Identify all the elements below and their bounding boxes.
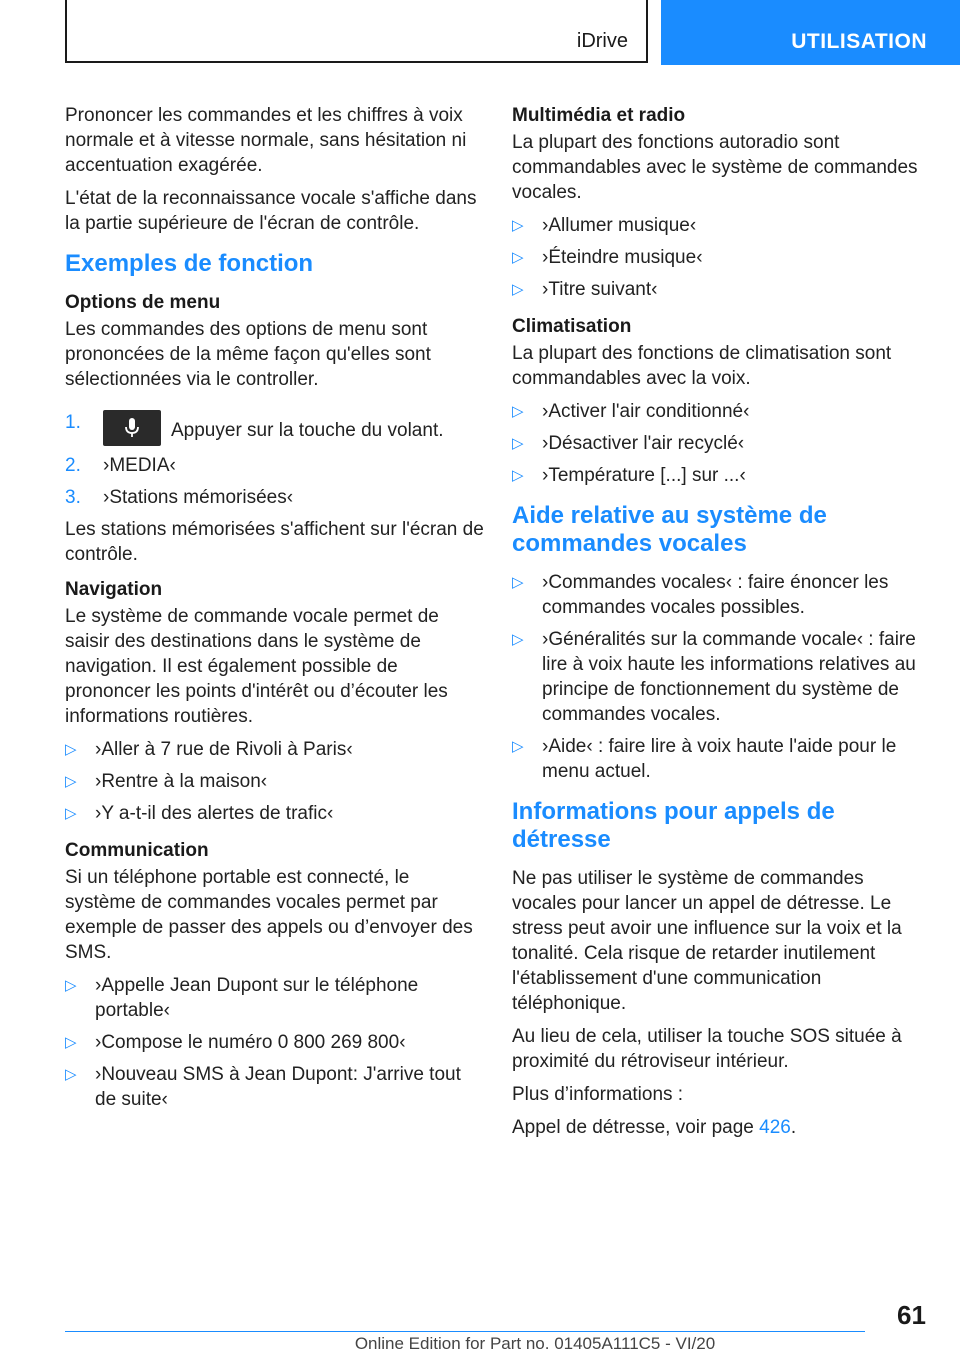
right-column — [512, 103, 920, 1148]
list-item — [65, 1030, 485, 1055]
command-text: ›Titre suivant‹ — [542, 279, 658, 300]
command-text: ›Compose le numéro 0 800 269 800‹ — [95, 1032, 406, 1053]
microphone-icon — [122, 417, 142, 439]
list-item — [65, 453, 485, 478]
intro-paragraph: L'état de la reconnaissance vocale s'affiche dans la partie supérieure de l'écran de contrôle. — [65, 188, 477, 234]
communication-paragraph: Si un téléphone portable est connecté, le système de commandes vocales permet par exemple de passer des appels ou d’envoyer des SMS. — [65, 867, 473, 963]
header-section-box — [65, 0, 648, 63]
menu-paragraph: Les commandes des options de menu sont prononcées de la même façon qu'elles sont sélectionnées via le controller. — [65, 319, 431, 390]
footer-edition: Online Edition for Part no. 01405A111C5 - VI/20 — [354, 1334, 716, 1353]
step-text: ›MEDIA‹ — [103, 455, 176, 476]
triangle-bullet-icon: ▷ — [512, 631, 524, 648]
subheading-menu: Options de menu — [65, 292, 221, 313]
command-text: ›Désactiver l'air recyclé‹ — [542, 433, 745, 454]
triangle-bullet-icon: ▷ — [512, 467, 524, 484]
subheading-climate: Climatisation — [512, 316, 632, 337]
subheading-media: Multimédia et radio — [512, 105, 686, 126]
list-item — [512, 627, 920, 727]
help-examples — [512, 570, 920, 784]
header-chapter-box — [661, 0, 960, 65]
triangle-bullet-icon: ▷ — [65, 977, 77, 994]
list-item — [512, 277, 920, 302]
list-item — [65, 410, 485, 446]
step-number: 1. — [65, 412, 81, 433]
command-text: ›Y a-t-il des alertes de trafic‹ — [95, 803, 334, 824]
triangle-bullet-icon: ▷ — [512, 281, 524, 298]
list-item — [512, 463, 920, 488]
list-item — [65, 801, 485, 826]
triangle-bullet-icon: ▷ — [512, 435, 524, 452]
step-text: ›Stations mémorisées‹ — [103, 487, 294, 508]
command-text: ›Aide‹ : faire lire à voix haute l'aide pour le menu actuel. — [542, 736, 897, 782]
reference-text: Appel de détresse, voir page — [512, 1117, 754, 1138]
list-item — [512, 431, 920, 456]
triangle-bullet-icon: ▷ — [65, 1034, 77, 1051]
command-text: ›Commandes vocales‹ : faire énoncer les commandes vocales possibles. — [542, 572, 889, 618]
command-text: ›Nouveau SMS à Jean Dupont: J'arrive tout de suite‹ — [95, 1064, 461, 1110]
chapter-title: UTILISATION — [791, 30, 927, 53]
page-reference-link[interactable]: 426 — [759, 1117, 791, 1138]
list-item — [65, 973, 485, 1023]
list-item — [65, 1062, 485, 1112]
left-column — [65, 103, 485, 1124]
more-info-label: Plus d’informations : — [512, 1084, 684, 1105]
list-item — [65, 769, 485, 794]
navigation-examples — [65, 737, 485, 826]
section-heading-help: Aide relative au système de commandes vocales — [512, 502, 827, 557]
command-text: ›Généralités sur la commande vocale‹ : faire lire à voix haute les informations relatives au principe de fonctionnement du système de commandes vocales. — [542, 629, 916, 725]
microphone-button-icon — [103, 410, 161, 446]
climate-examples — [512, 399, 920, 488]
step-number: 2. — [65, 455, 81, 476]
command-text: ›Aller à 7 rue de Rivoli à Paris‹ — [95, 739, 353, 760]
communication-examples — [65, 973, 485, 1112]
list-item — [65, 485, 485, 510]
list-item — [512, 734, 920, 784]
triangle-bullet-icon: ▷ — [512, 738, 524, 755]
list-item — [512, 399, 920, 424]
triangle-bullet-icon: ▷ — [512, 249, 524, 266]
footer-divider — [65, 1331, 865, 1332]
command-text: ›Rentre à la maison‹ — [95, 771, 268, 792]
section-heading-emergency: Informations pour appels de détresse — [512, 798, 835, 853]
list-item — [512, 570, 920, 620]
triangle-bullet-icon: ▷ — [512, 574, 524, 591]
command-text: ›Température [...] sur ...‹ — [542, 465, 746, 486]
command-text: ›Appelle Jean Dupont sur le téléphone portable‹ — [95, 975, 419, 1021]
triangle-bullet-icon: ▷ — [65, 773, 77, 790]
step-text: Appuyer sur la touche du volant. — [171, 420, 444, 441]
step-number: 3. — [65, 487, 81, 508]
cross-reference — [512, 1115, 920, 1140]
reference-end: . — [790, 1117, 797, 1138]
section-title: iDrive — [576, 30, 628, 52]
intro-paragraph: Prononcer les commandes et les chiffres à voix normale et à vitesse normale, sans hésitation ni accentuation exagérée. — [65, 105, 467, 176]
triangle-bullet-icon: ▷ — [512, 403, 524, 420]
page-number: 61 — [897, 1300, 926, 1330]
triangle-bullet-icon: ▷ — [512, 217, 524, 234]
triangle-bullet-icon: ▷ — [65, 741, 77, 758]
navigation-paragraph: Le système de commande vocale permet de saisir des destinations dans le système de navigation. Il est également possible de prononcer les points d'intérêt ou d’écouter les informations routières. — [65, 606, 448, 727]
climate-paragraph: La plupart des fonctions de climatisation sont commandables avec la voix. — [512, 343, 892, 389]
command-text: ›Allumer musique‹ — [542, 215, 697, 236]
list-item — [512, 245, 920, 270]
steps-list — [65, 410, 485, 510]
emergency-paragraph: Ne pas utiliser le système de commandes vocales pour lancer un appel de détresse. Le stress peut avoir une influence sur la voix et la tonalité. Cela risque de retarder inutilement l'établissement d'une communication téléphonique. — [512, 868, 902, 1014]
triangle-bullet-icon: ▷ — [65, 805, 77, 822]
command-text: ›Activer l'air conditionné‹ — [542, 401, 750, 422]
list-item — [65, 737, 485, 762]
media-paragraph: La plupart des fonctions autoradio sont commandables avec le système de commandes vocales. — [512, 132, 918, 203]
command-text: ›Éteindre musique‹ — [542, 247, 703, 268]
emergency-paragraph: Au lieu de cela, utiliser la touche SOS située à proximité du rétroviseur intérieur. — [512, 1026, 902, 1072]
subheading-communication: Communication — [65, 840, 209, 861]
stations-paragraph: Les stations mémorisées s'affichent sur l'écran de contrôle. — [65, 519, 484, 565]
section-heading: Exemples de fonction — [65, 250, 314, 277]
triangle-bullet-icon: ▷ — [65, 1066, 77, 1083]
list-item — [512, 213, 920, 238]
subheading-navigation: Navigation — [65, 579, 163, 600]
media-examples — [512, 213, 920, 302]
